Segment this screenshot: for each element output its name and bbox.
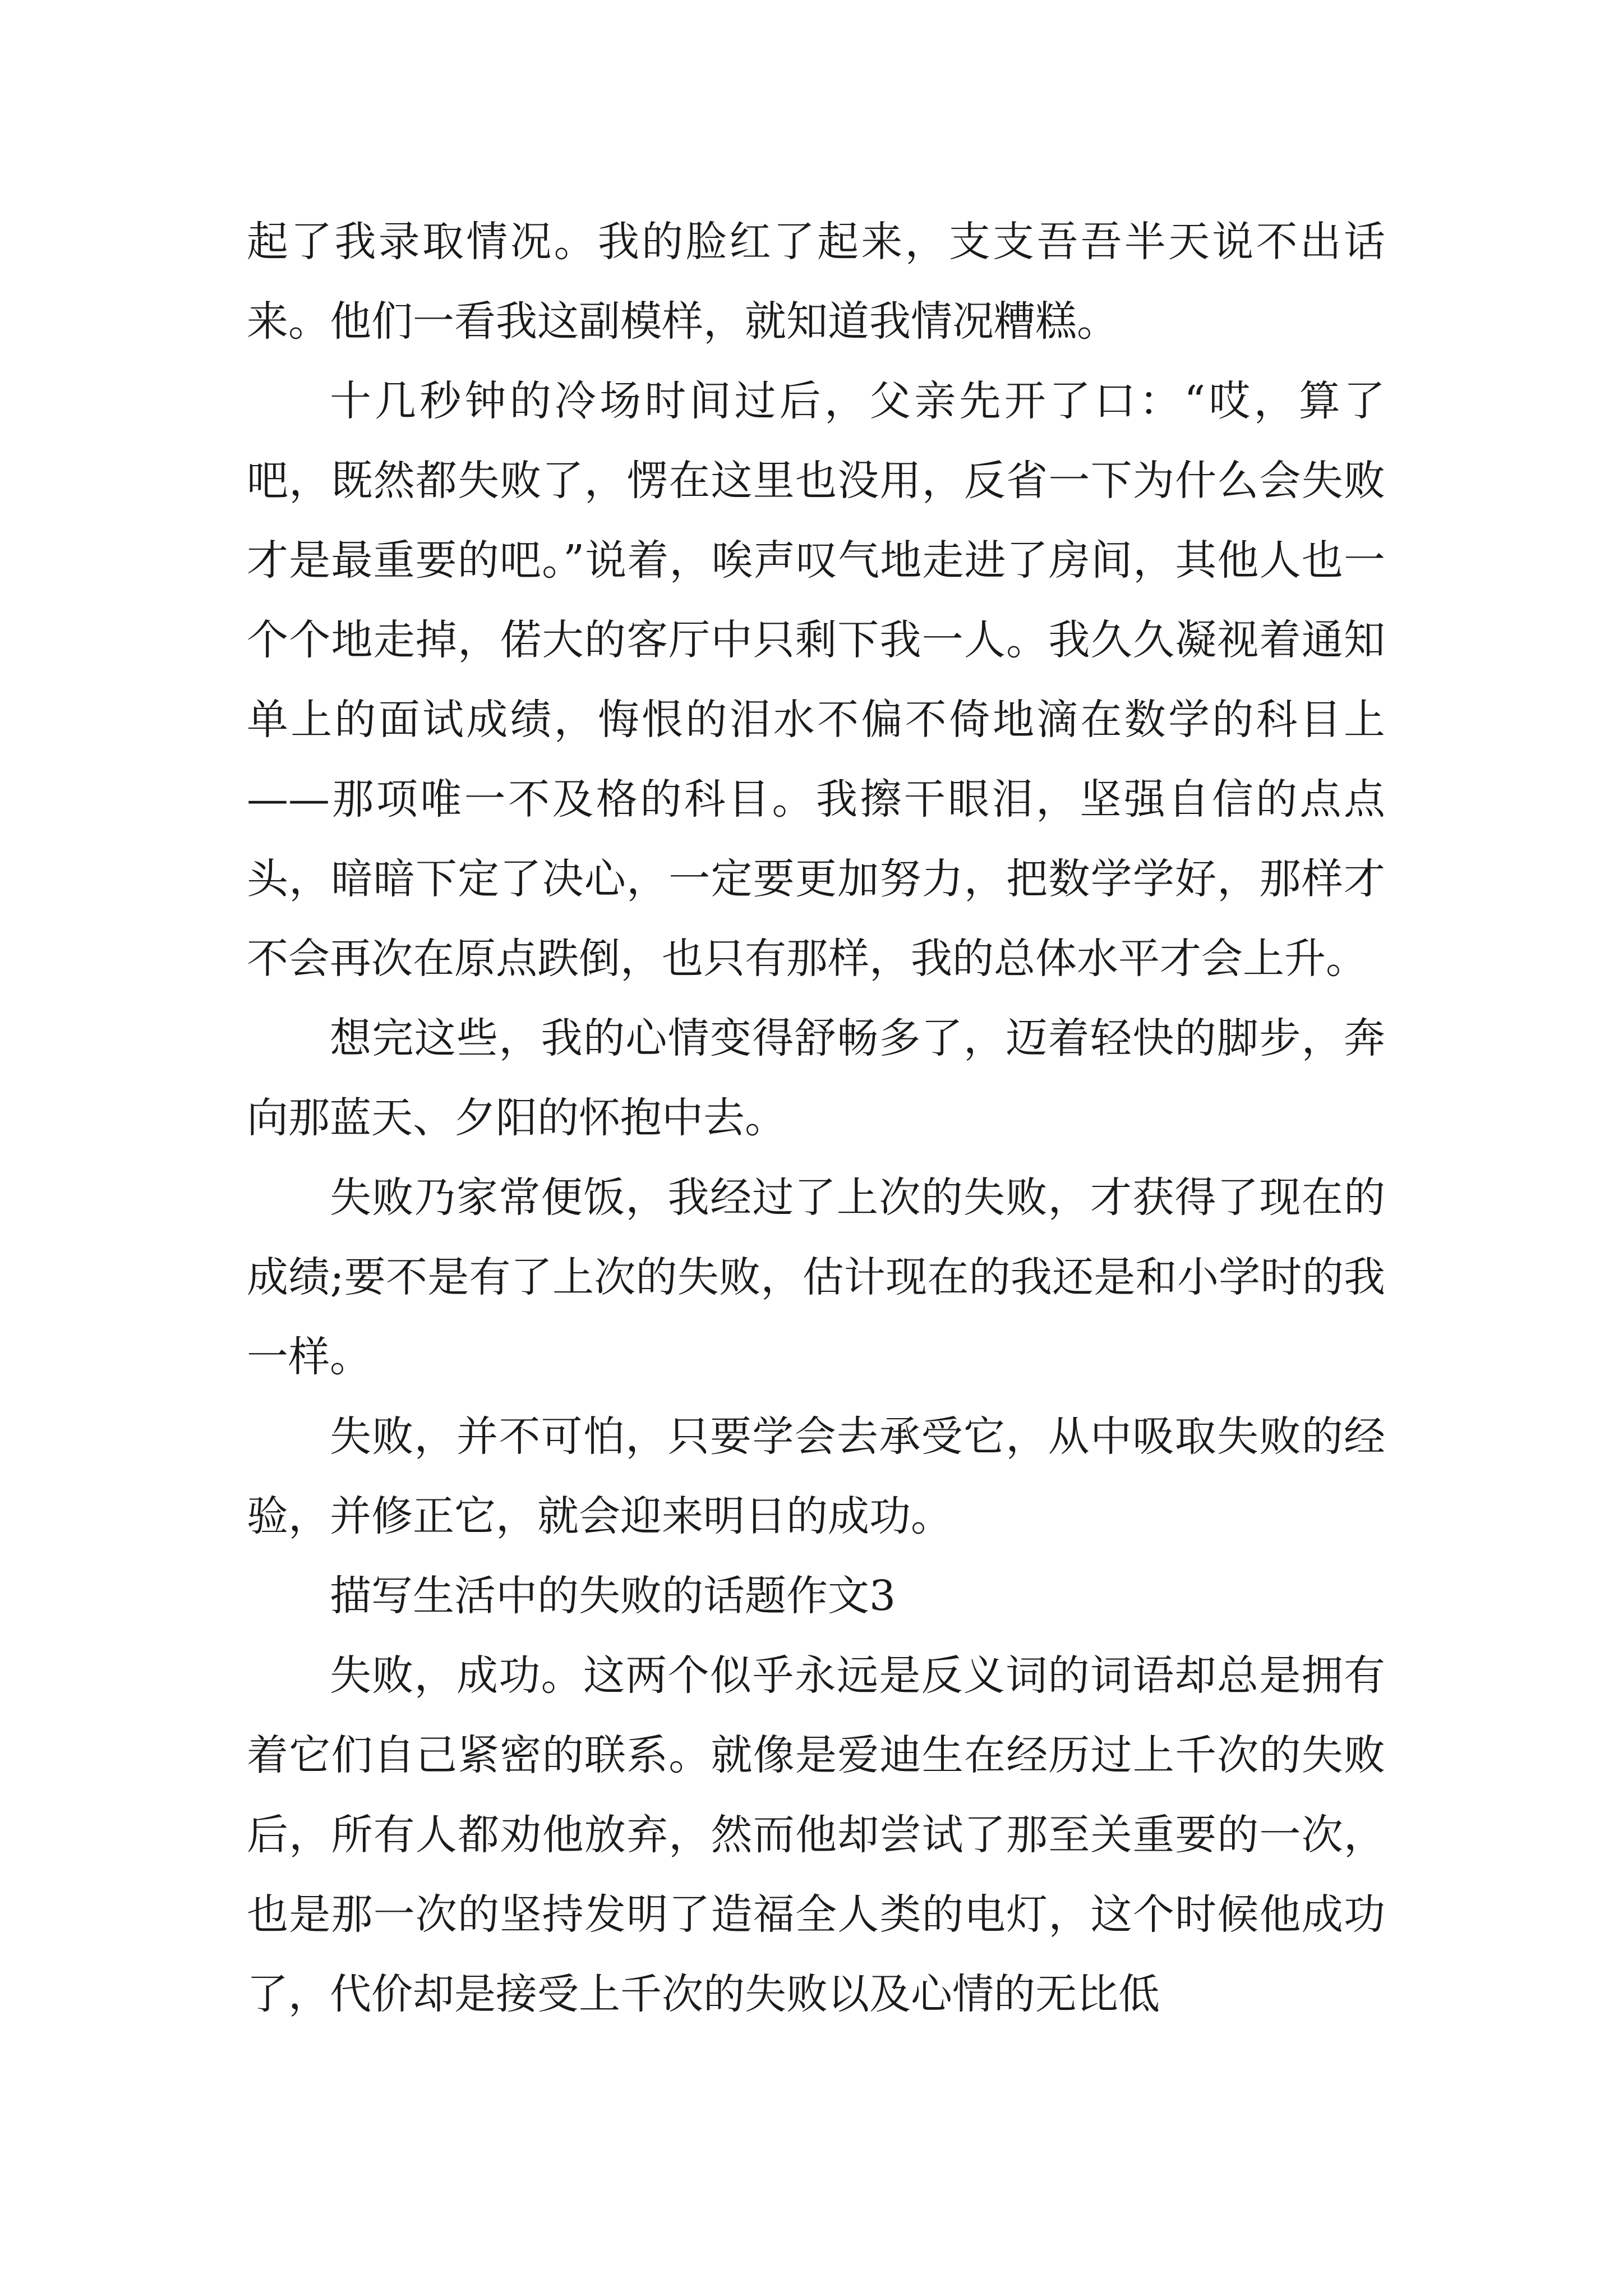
paragraph-4: 失败乃家常便饭，我经过了上次的失败，才获得了现在的成绩;要不是有了上次的失败，估计现在的我还是和小学时的我一样。 [247, 1174, 1385, 1381]
paragraph-3: 想完这些，我的心情变得舒畅多了，迈着轻快的脚步，奔向那蓝天、夕阳的怀抱中去。 [247, 1014, 1385, 1142]
paragraph-1: 起了我录取情况。我的脸红了起来，支支吾吾半天说不出话来。他们一看我这副模样，就知道我情况糟糕。 [247, 218, 1385, 346]
document-page [247, 202, 1385, 2034]
paragraph-6: 失败，成功。这两个似乎永远是反义词的词语却总是拥有着它们自己紧密的联系。就像是爱迪生在经历过上千次的失败后，所有人都劝他放弃，然而他却尝试了那至关重要的一次，也是那一次的坚持发明了造福全人类的电灯，这个时候他成功了，代价却是接受上千次的失败以及心情的无比低 [247, 1651, 1385, 2018]
paragraph-5: 失败，并不可怕，只要学会去承受它，从中吸取失败的经验，并修正它，就会迎来明日的成功。 [247, 1412, 1385, 1540]
paragraph-2: 十几秒钟的冷场时间过后，父亲先开了口：“哎，算了吧，既然都失败了，愣在这里也没用，反省一下为什么会失败才是最重要的吧。”说着，唉声叹气地走进了房间，其他人也一个个地走掉，偌大的客厅中只剩下我一人。我久久凝视着通知单上的面试成绩，悔恨的泪水不偏不倚地滴在数学的科目上——那项唯一不及格的科目。我擦干眼泪，坚强自信的点点头，暗暗下定了决心，一定要更加努力，把数学学好，那样才不会再次在原点跌倒，也只有那样，我的总体水平才会上升。 [247, 377, 1385, 983]
section-heading: 描写生活中的失败的话题作文3 [330, 1572, 896, 1620]
